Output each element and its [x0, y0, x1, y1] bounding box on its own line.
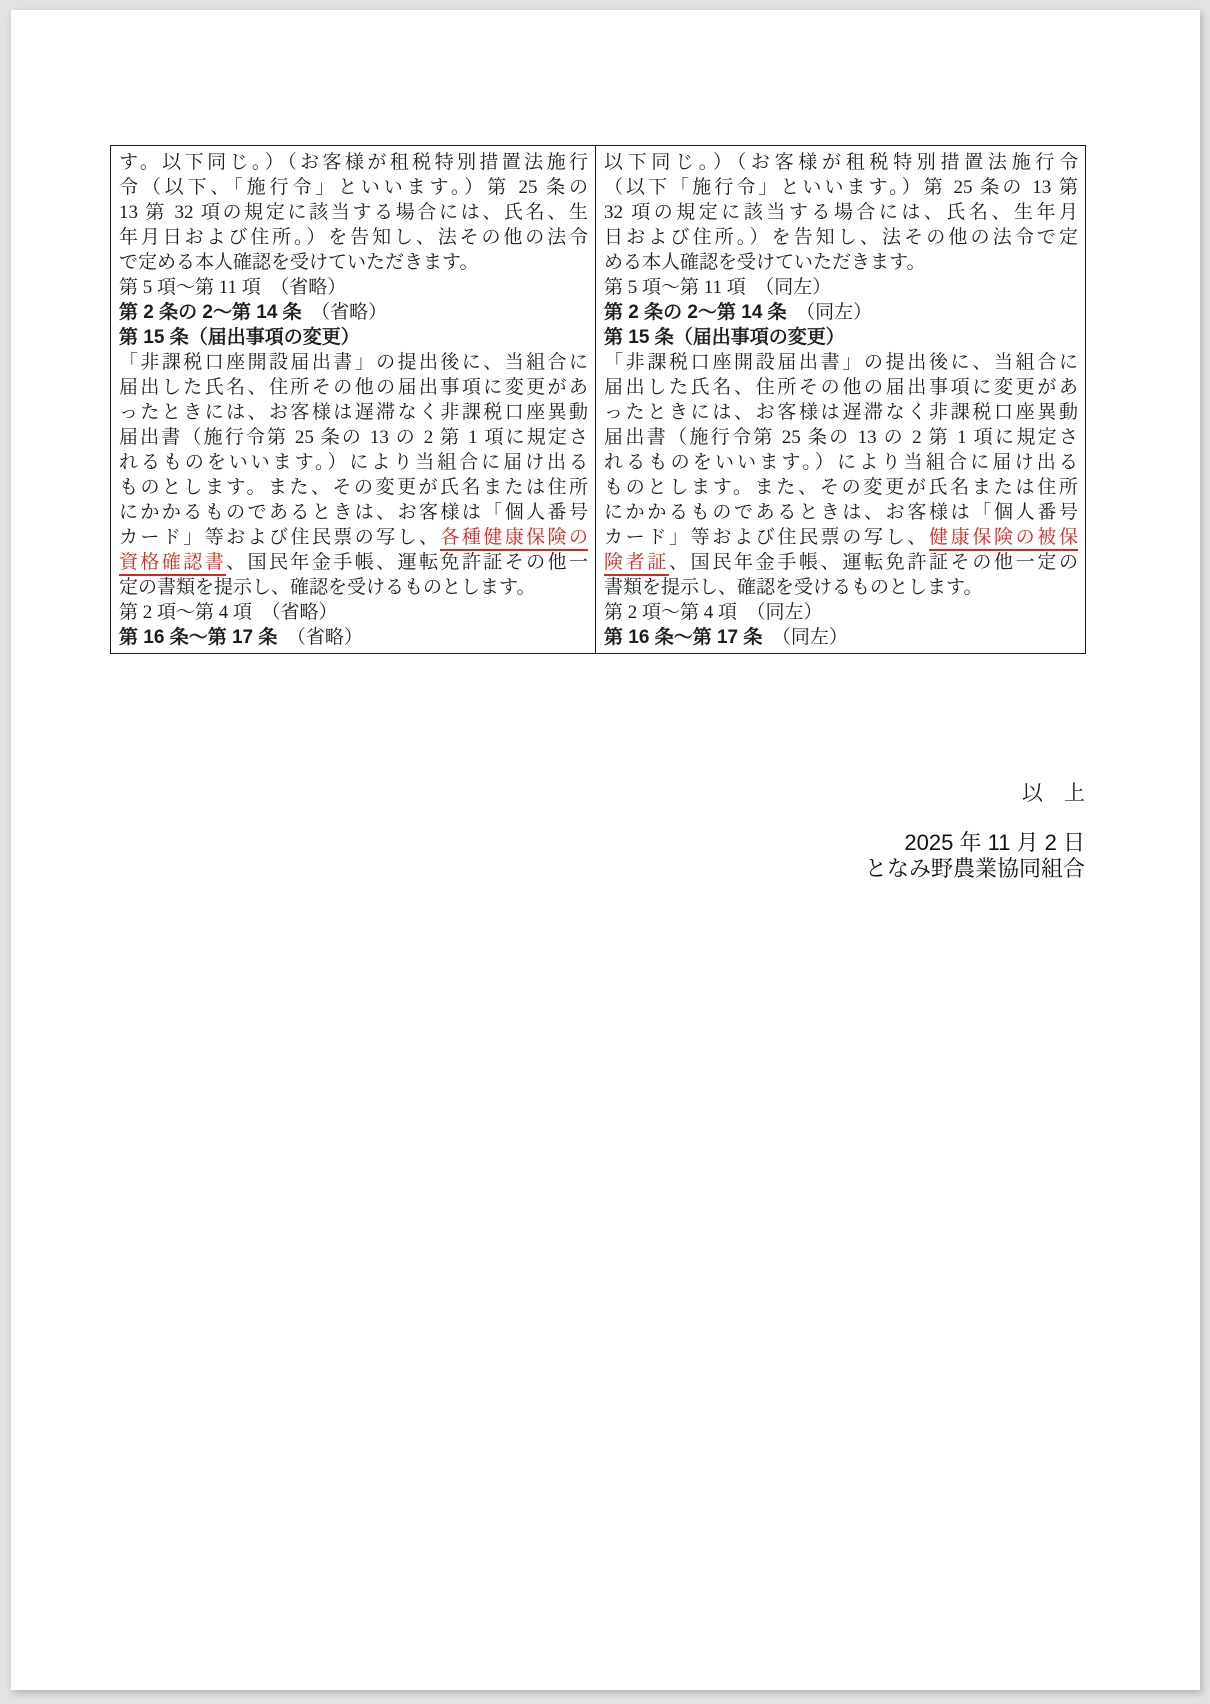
text-segment: ったときには、お客様は遅滞なく非課税口座異動 [604, 402, 1078, 423]
table-text-line [119, 500, 588, 525]
text-segment: 、国民年金手帳、運転免許証その他一 [226, 552, 588, 573]
text-segment: れるものをいいます。）により当組合に届け出る [119, 452, 588, 473]
table-text-line [604, 225, 1078, 250]
table-text-line [119, 350, 588, 375]
text-segment: 第 2 項～第 4 項 （省略） [119, 602, 338, 623]
text-segment: 第 2 項～第 4 項 （同左） [604, 602, 823, 623]
text-segment: にかかるものであるときは、お客様は「個人番号 [604, 502, 1078, 523]
text-segment: 「非課税口座開設届出書」の提出後に、当組合に [119, 352, 588, 373]
table-cell-new-terms [596, 146, 1086, 654]
organization-name: となみ野農業協同組合 [864, 856, 1085, 881]
text-segment: 第 5 項～第 11 項 （同左） [604, 277, 832, 298]
table-text-line [119, 575, 588, 600]
text-segment: める本人確認を受けていただきます。 [604, 252, 926, 273]
table-text-line [604, 325, 1078, 350]
table-text-line [119, 425, 588, 450]
text-segment: 日および住所。）を告知し、法その他の法令で定 [604, 227, 1078, 248]
table-text-line [604, 175, 1078, 200]
table-text-line [604, 350, 1078, 375]
revision-date: 2025 年 11 月 2 日 [904, 830, 1085, 855]
table-text-line [604, 525, 1078, 550]
text-segment: にかかるものであるときは、お客様は「個人番号 [119, 502, 588, 523]
table-text-line [119, 250, 588, 275]
text-segment: ものとします。また、その変更が氏名または住所 [119, 477, 588, 498]
text-segment: カード」等および住民票の写し、 [119, 527, 441, 548]
table-text-line [119, 275, 588, 300]
closing-text: 以 上 [1022, 781, 1085, 805]
text-segment: （省略） [277, 627, 363, 648]
revised-text-highlight: 険者証 [604, 552, 669, 576]
table-text-line [604, 450, 1078, 475]
signoff-block [110, 830, 1085, 882]
table-text-line [604, 425, 1078, 450]
text-segment: 「非課税口座開設届出書」の提出後に、当組合に [604, 352, 1078, 373]
table-text-line [119, 175, 588, 200]
text-segment: 定の書類を提示し、確認を受けるものとします。 [119, 577, 536, 598]
text-segment: 届出した氏名、住所その他の届出事項に変更があ [119, 377, 588, 398]
table-text-line [119, 325, 588, 350]
table-text-line [119, 400, 588, 425]
text-segment: れるものをいいます。）により当組合に届け出る [604, 452, 1078, 473]
table-text-line [604, 575, 1078, 600]
text-segment: 、国民年金手帳、運転免許証その他一定の [669, 552, 1078, 573]
text-segment: 以下同じ。）（お客様が租税特別措置法施行令 [604, 152, 1078, 173]
table-text-line [119, 450, 588, 475]
table-text-line [119, 150, 588, 175]
text-segment: ものとします。また、その変更が氏名または住所 [604, 477, 1078, 498]
table-text-line [604, 500, 1078, 525]
table-text-line [604, 300, 1078, 325]
table-text-line [119, 200, 588, 225]
table-text-line [119, 525, 588, 550]
text-segment: す。以下同じ。）（お客様が租税特別措置法施行 [119, 152, 588, 173]
text-segment: カード」等および住民票の写し、 [604, 527, 929, 548]
table-text-line [119, 600, 588, 625]
table-text-line [604, 550, 1078, 575]
text-segment: ったときには、お客様は遅滞なく非課税口座異動 [119, 402, 588, 423]
text-segment: （以下「施行令」といいます。）第 25 条の 13 第 [604, 177, 1078, 198]
table-text-line [604, 600, 1078, 625]
text-segment: 届出した氏名、住所その他の届出事項に変更があ [604, 377, 1078, 398]
text-segment: 届出書（施行令第 25 条の 13 の 2 第 1 項に規定さ [119, 427, 588, 448]
table-text-line [604, 625, 1078, 650]
text-segment: （省略） [301, 302, 388, 323]
table-text-line [119, 375, 588, 400]
article-heading: 第 2 条の 2～第 14 条 [119, 302, 302, 323]
table-text-line [604, 400, 1078, 425]
comparison-table-row [111, 146, 1086, 654]
table-text-line [119, 225, 588, 250]
table-text-line [119, 300, 588, 325]
table-text-line [604, 150, 1078, 175]
article-heading: 第 15 条（届出事項の変更） [119, 327, 360, 348]
document-page [11, 10, 1200, 1690]
text-segment: 13 第 32 項の規定に該当する場合には、氏名、生 [119, 202, 588, 223]
text-segment: 第 5 項～第 11 項 （省略） [119, 277, 347, 298]
table-text-line [604, 475, 1078, 500]
text-segment: （同左） [762, 627, 848, 648]
article-heading: 第 16 条～第 17 条 [119, 627, 278, 648]
article-heading: 第 2 条の 2～第 14 条 [604, 302, 787, 323]
table-text-line [604, 250, 1078, 275]
article-heading: 第 16 条～第 17 条 [604, 627, 763, 648]
text-segment: 32 項の規定に該当する場合には、氏名、生年月 [604, 202, 1078, 223]
revised-text-highlight: 各種健康保険の [440, 527, 588, 551]
text-segment: （同左） [786, 302, 873, 323]
table-text-line [119, 550, 588, 575]
text-segment: 届出書（施行令第 25 条の 13 の 2 第 1 項に規定さ [604, 427, 1078, 448]
text-segment: 書類を提示し、確認を受けるものとします。 [604, 577, 983, 598]
table-text-line [604, 275, 1078, 300]
table-cell-old-terms [111, 146, 596, 654]
table-text-line [119, 475, 588, 500]
table-text-line [604, 200, 1078, 225]
revised-text-highlight: 健康保険の被保 [929, 527, 1078, 551]
text-segment: 年月日および住所。）を告知し、法その他の法令 [119, 227, 588, 248]
table-text-line [119, 625, 588, 650]
comparison-table [110, 145, 1086, 654]
revised-text-highlight: 資格確認書 [119, 552, 226, 576]
text-segment: 令（以下、「施行令」といいます。）第 25 条の [119, 177, 588, 198]
table-text-line [604, 375, 1078, 400]
text-segment: で定める本人確認を受けていただきます。 [119, 252, 479, 273]
article-heading: 第 15 条（届出事項の変更） [604, 327, 845, 348]
